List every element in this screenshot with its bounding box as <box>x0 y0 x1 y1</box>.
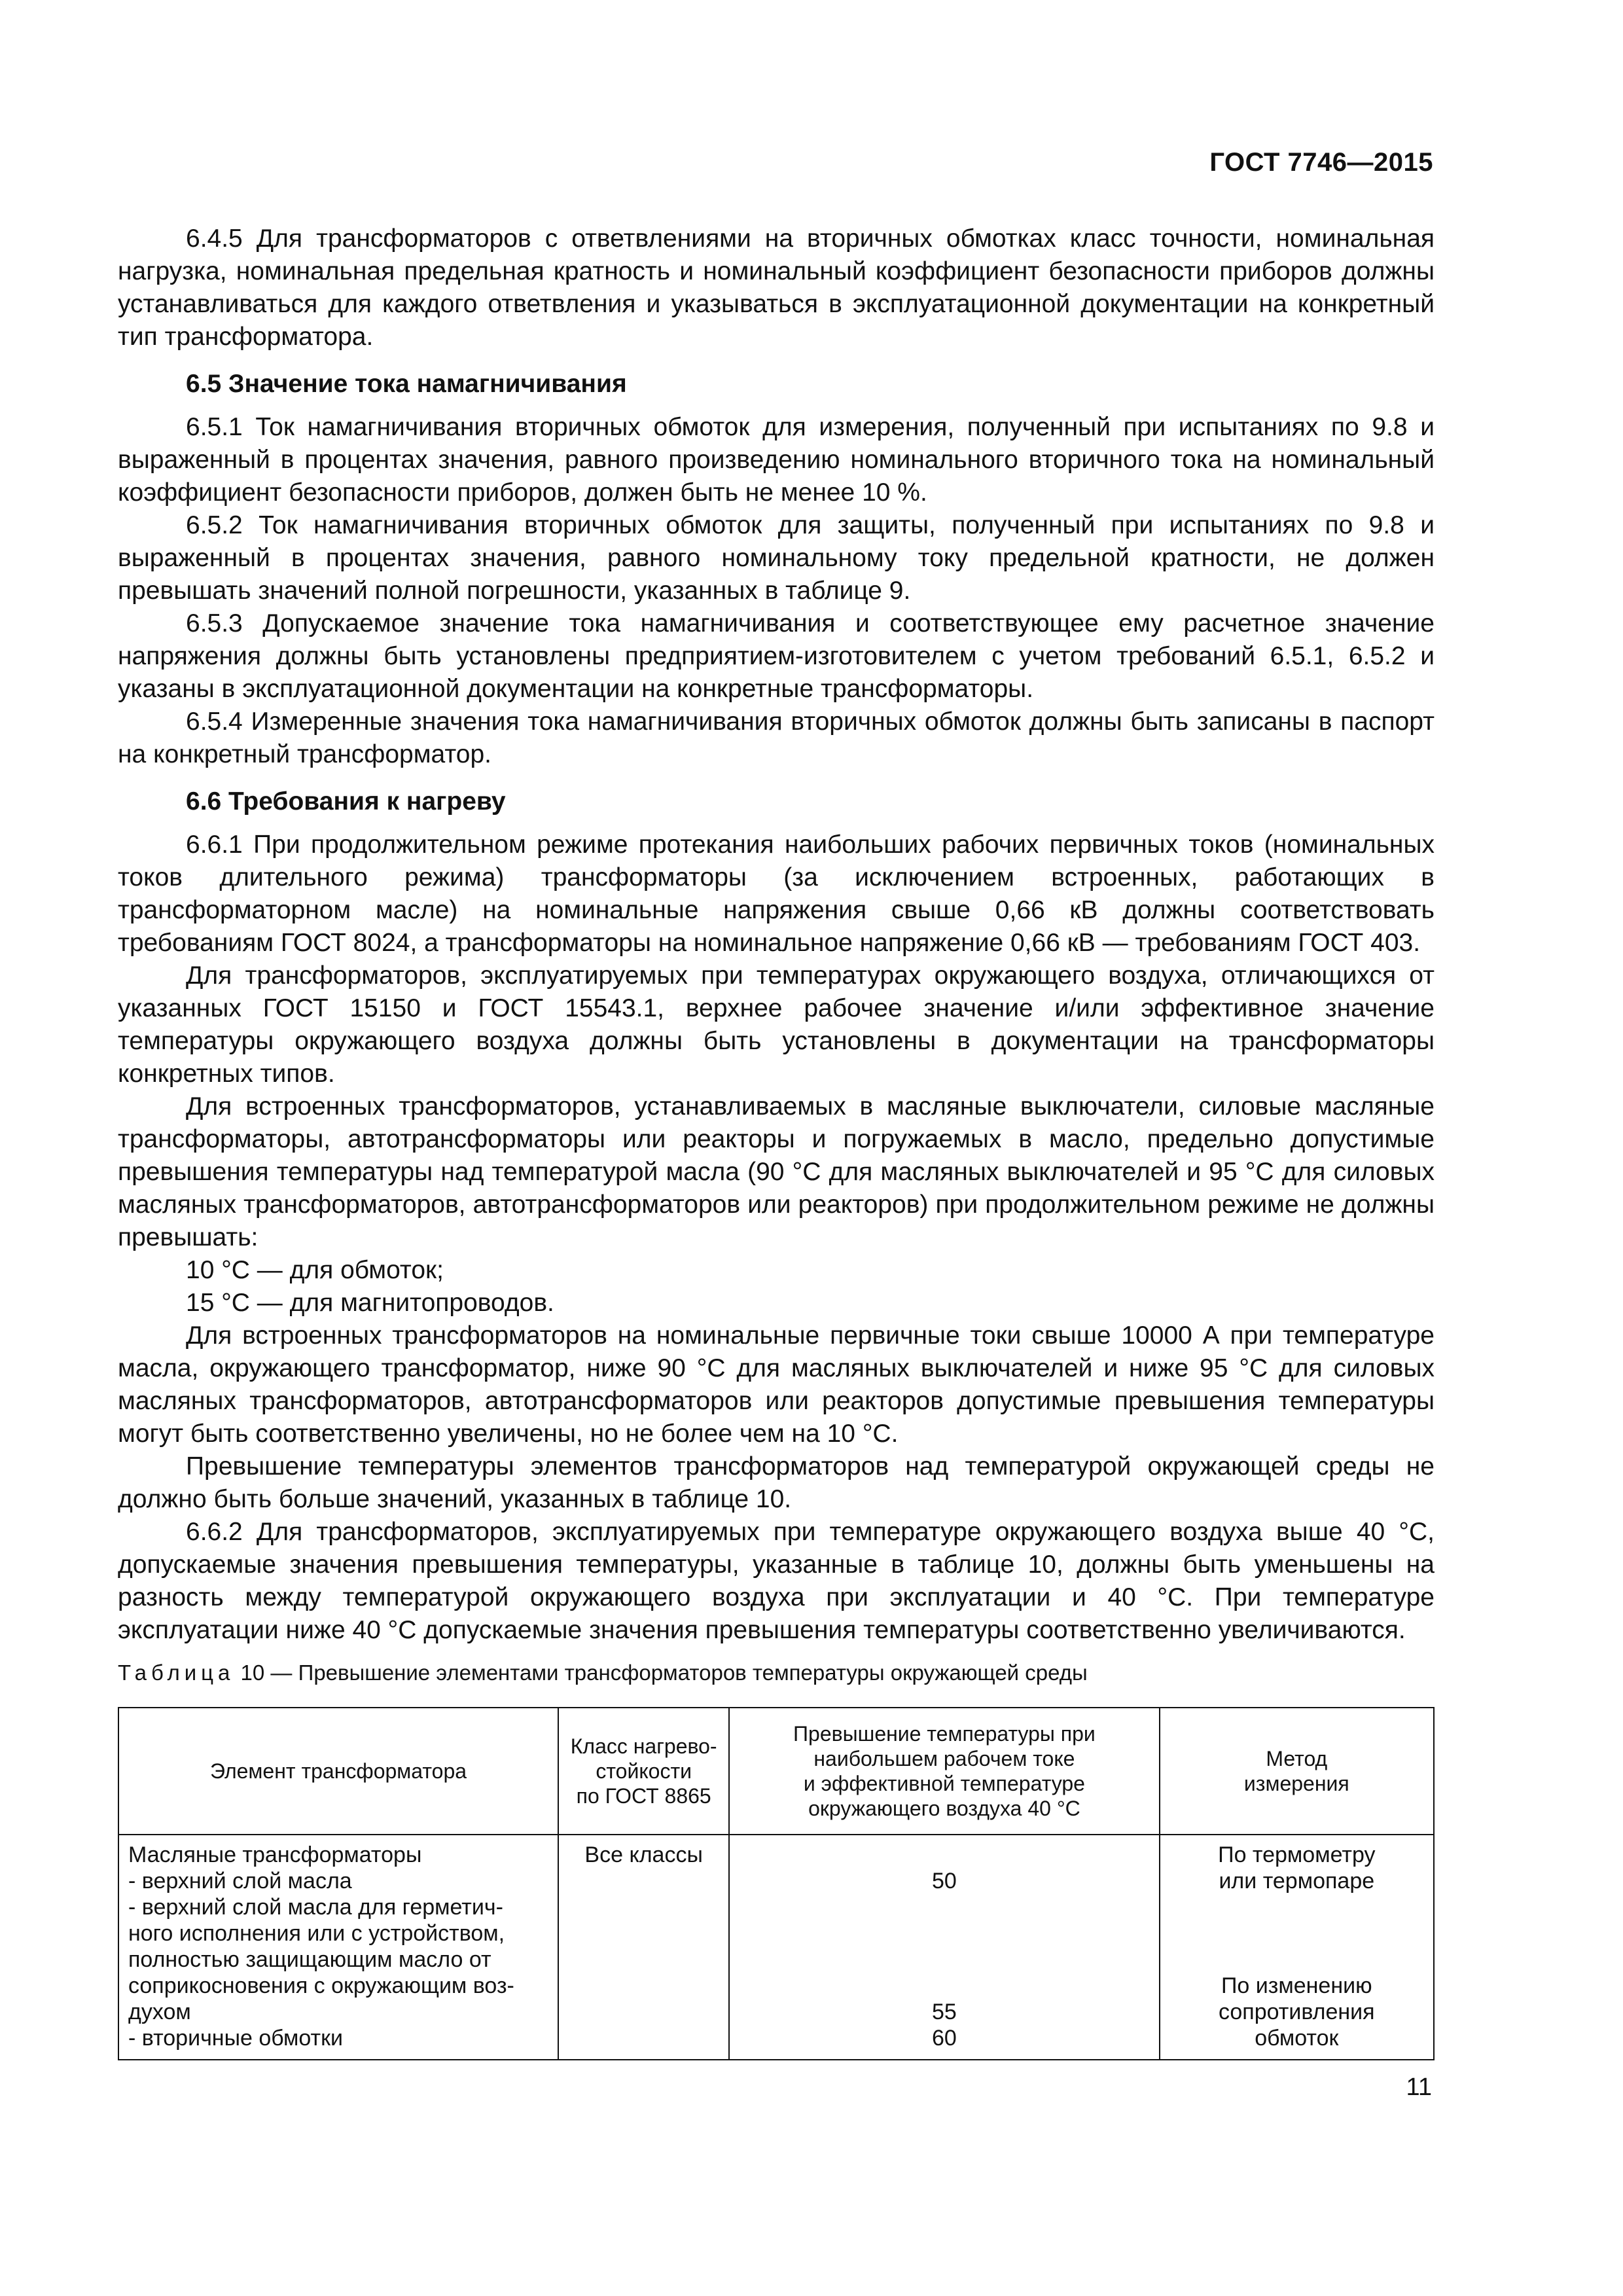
element-line: - верхний слой масла <box>128 1869 352 1893</box>
paragraph-6-4-5: 6.4.5 Для трансформаторов с ответвлениями на вторичных обмотках класс точности, номинальная нагрузка, номинальная предельная кратность и номинальный коэффициент безопасности приборов должны устанавливаться для каждого ответвления и указываться в эксплуатационной документации на конкретный тип трансформатора. <box>118 224 1435 351</box>
cell-element <box>118 1835 558 2060</box>
table-caption-text: 10 — Превышение элементами трансформаторов температуры окружающей среды <box>234 1660 1088 1685</box>
section-heading-6-5: 6.5 Значение тока намагничивания <box>186 370 627 398</box>
header-class-line: стойкости <box>596 1759 692 1783</box>
table-caption <box>118 1659 1435 1687</box>
method-line: По термометру <box>1218 1842 1376 1867</box>
header-method-line: Метод <box>1266 1747 1328 1770</box>
header-rise-line: окружающего воздуха 40 °С <box>808 1797 1080 1820</box>
header-heat-class <box>558 1708 729 1835</box>
element-line: - вторичные обмотки <box>128 2026 343 2051</box>
heat-class-value: Все классы <box>584 1842 703 1867</box>
element-line: соприкосновения с окружающим воз- <box>128 1973 514 1998</box>
paragraph-6-6-2: 6.6.2 Для трансформаторов, эксплуатируемых при температуре окружающего воздуха выше 40 °С, допускаемые значения превышения температуры, указанные в таблице 10, должны быть уменьшены на разность между температурой окружающего воздуха при эксплуатации и 40 °С. При температуре эксплуатации ниже 40 °С допускаемые значения превышения температуры соответственно увеличиваются. <box>118 1518 1435 1644</box>
cell-method <box>1160 1835 1434 2060</box>
method-line: или термопаре <box>1219 1869 1375 1893</box>
method-line: сопротивления <box>1219 2000 1375 2024</box>
header-rise-line: наибольшем рабочем токе <box>813 1747 1075 1770</box>
table-row <box>118 1835 1434 2060</box>
cell-heat-class <box>558 1835 729 2060</box>
element-line: полностью защищающим масло от <box>128 1947 491 1972</box>
paragraph-6-5-3: 6.5.3 Допускаемое значение тока намагничивания и соответствующее ему расчетное значение напряжения должны быть установлены предприятием-изготовителем с учетом требований 6.5.1, 6.5.2 и указаны в эксплуатационной документации на конкретные трансформаторы. <box>118 609 1435 703</box>
element-line: ного исполнения или с устройством, <box>128 1921 505 1946</box>
paragraph-6-6-1-table-ref: Превышение температуры элементов трансформаторов над температурой окружающей среды не должно быть больше значений, указанных в таблице 10. <box>118 1452 1435 1513</box>
paragraph-6-6-1: 6.6.1 При продолжительном режиме протекания наибольших рабочих первичных токов (номинальных токов длительного режима) трансформаторы (за исключением встроенных, работающих в трансформаторном масле) на номинальные напряжения свыше 0,66 кВ должны соответствовать требованиям ГОСТ 8024, а трансформаторы на номинальное напряжение 0,66 кВ — требованиям ГОСТ 403. <box>118 831 1435 957</box>
section-heading-6-6: 6.6 Требования к нагреву <box>186 787 506 816</box>
rise-value-sealed: 55 <box>932 2000 957 2024</box>
element-line: духом <box>128 2000 191 2024</box>
paragraph-6-6-1-windings: 10 °С — для обмоток; <box>186 1256 444 1284</box>
paragraph-6-6-1-high-current: Для встроенных трансформаторов на номинальные первичные токи свыше 10000 А при температуре масла, окружающего трансформатор, ниже 90 °С для масляных выключателей и ниже 95 °С для силовых масляных трансформаторов, автотрансформаторов или реакторов допустимые превышения температуры могут быть соответственно увеличены, но не более чем на 10 °С. <box>118 1321 1435 1448</box>
rise-value-windings: 60 <box>932 2026 957 2051</box>
paragraph-6-5-4: 6.5.4 Измеренные значения тока намагничивания вторичных обмоток должны быть записаны в паспорт на конкретный трансформатор. <box>118 708 1435 768</box>
header-element-label: Элемент трансформатора <box>210 1759 467 1783</box>
paragraph-6-5-2: 6.5.2 Ток намагничивания вторичных обмоток для защиты, полученный при испытаниях по 9.8 и выраженный в процентах значения, равного номинальному току предельной кратности, не должен превышать значений полной погрешности, указанных в таблице 9. <box>118 511 1435 605</box>
page-number: 11 <box>1406 2073 1432 2101</box>
table-header-row <box>118 1708 1434 1835</box>
method-line: По изменению <box>1221 1973 1372 1998</box>
header-rise-line: и эффективной температуре <box>803 1772 1085 1795</box>
paragraph-6-6-1-ambient: Для трансформаторов, эксплуатируемых при температурах окружающего воздуха, отличающихся от указанных ГОСТ 15150 и ГОСТ 15543.1, верхнее рабочее значение и/или эффективное значение температуры окружающего воздуха должны быть установлены в документации на трансформаторы конкретных типов. <box>118 961 1435 1088</box>
element-line: Масляные трансформаторы <box>128 1842 422 1867</box>
header-rise-line: Превышение температуры при <box>793 1722 1096 1746</box>
header-temperature-rise <box>729 1708 1159 1835</box>
cell-temperature-rise <box>729 1835 1159 2060</box>
element-line: - верхний слой масла для герметич- <box>128 1895 503 1920</box>
document-body <box>118 223 1435 2060</box>
rise-value-oil: 50 <box>932 1869 957 1893</box>
header-method <box>1160 1708 1434 1835</box>
temperature-rise-table <box>118 1707 1435 2060</box>
header-class-line: по ГОСТ 8865 <box>576 1784 711 1808</box>
table-caption-word: Таблица <box>118 1660 235 1685</box>
method-line: обмоток <box>1255 2026 1339 2051</box>
paragraph-6-5-1: 6.5.1 Ток намагничивания вторичных обмоток для измерения, полученный при испытаниях по 9.8 и выраженный в процентах значения, равного произведению номинального вторичного тока на номинальный коэффициент безопасности приборов, должен быть не менее 10 %. <box>118 413 1435 507</box>
header-element <box>118 1708 558 1835</box>
header-class-line: Класс нагрево- <box>570 1734 717 1758</box>
header-method-line: измерения <box>1243 1772 1349 1795</box>
paragraph-6-6-1-cores: 15 °С — для магнитопроводов. <box>186 1289 554 1317</box>
paragraph-6-6-1-built-in: Для встроенных трансформаторов, устанавливаемых в масляные выключатели, силовые масляные трансформаторы, автотрансформаторы или реакторы и погружаемых в масло, предельно допустимые превышения температуры над температурой масла (90 °С для масляных выключателей и 95 °С для силовых масляных трансформаторов, автотрансформаторов или реакторов) при продолжительном режиме не должны превышать: <box>118 1092 1435 1251</box>
standard-designation: ГОСТ 7746—2015 <box>1209 148 1433 177</box>
